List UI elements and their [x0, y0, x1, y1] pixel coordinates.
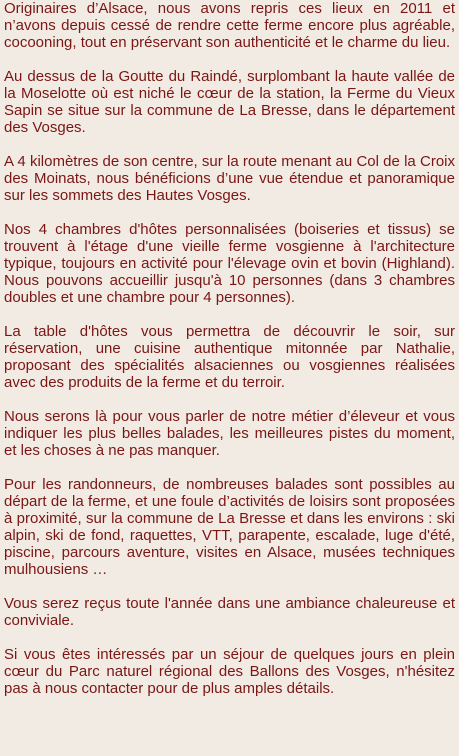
paragraph-contact: Si vous êtes intéressés par un séjour de quelques jours en plein cœur du Parc naturel régional des Ballons des Vosges, n'hésitez pas à nous contacter pour de plus amples détails.: [4, 646, 455, 697]
paragraph-rooms: Nos 4 chambres d'hôtes personnalisées (boiseries et tissus) se trouvent à l'étage d'une vieille ferme vosgienne à l'architecture typique, toujours en activité pour l'élevage ovin et bovin (Highland). Nous pouvons accueillir jusqu'à 10 personnes (dans 3 chambres doubles et une chambre pour 4 personnes).: [4, 221, 455, 306]
paragraph-location: Au dessus de la Goutte du Raindé, surplombant la haute vallée de la Moselotte où est niché le cœur de la station, la Ferme du Vieux Sapin se situe sur la commune de La Bresse, dans le département des Vosges.: [4, 68, 455, 136]
paragraph-table-dhotes: La table d'hôtes vous permettra de découvrir le soir, sur réservation, une cuisine authentique mitonnée par Nathalie, proposant des spécialités alsaciennes ou vosgiennes réalisées avec des produits de la ferme et du terroir.: [4, 323, 455, 391]
paragraph-view: A 4 kilomètres de son centre, sur la route menant au Col de la Croix des Moinats, nous bénéficions d’une vue étendue et panoramique sur les sommets des Hautes Vosges.: [4, 153, 455, 204]
paragraph-owners-intro: Originaires d’Alsace, nous avons repris ces lieux en 2011 et n’avons depuis cessé de rendre cette ferme encore plus agréable, cocooning, tout en préservant son authenticité et le charme du lieu.: [4, 0, 455, 51]
paragraph-welcome: Vous serez reçus toute l'année dans une ambiance chaleureuse et conviviale.: [4, 595, 455, 629]
paragraph-activities: Pour les randonneurs, de nombreuses balades sont possibles au départ de la ferme, et une foule d’activités de loisirs sont proposées à proximité, sur la commune de La Bresse et dans les environs : ski alpin, ski de fond, raquettes, VTT, parapente, escalade, luge d'été, piscine, parcours aventure, visites en Alsace, musées techniques mulhousiens …: [4, 476, 455, 578]
paragraph-hosts-advice: Nous serons là pour vous parler de notre métier d’éleveur et vous indiquer les plus belles balades, les meilleures pistes du moment, et les choses à ne pas manquer.: [4, 408, 455, 459]
